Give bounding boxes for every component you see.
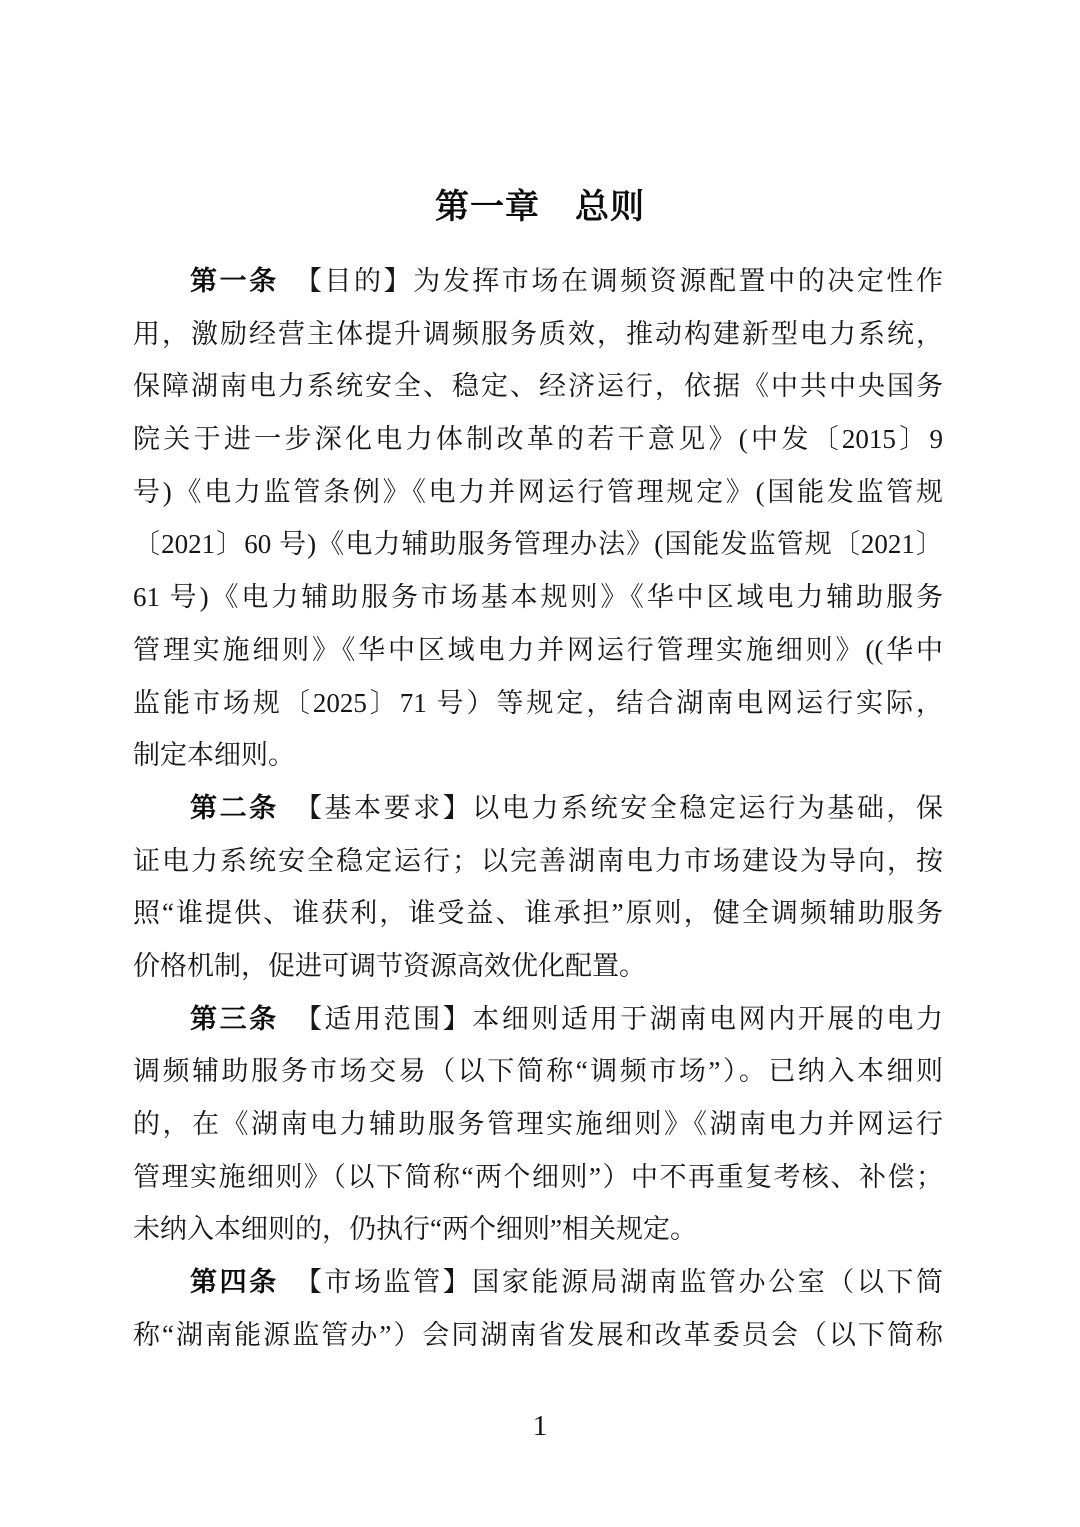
text-run: 的，在《湖南电力辅助服务管理实施细则》《湖南电力并网运行 <box>133 1109 943 1139</box>
chapter-title: 第一章 总则 <box>435 187 645 227</box>
text-run: 证电力系统安全稳定运行；以完善湖南电力市场建设为导向，按 <box>133 845 943 876</box>
text-run: 号)《电力监管条例》《电力并网运行管理规定》(国能发监管规 <box>133 476 943 507</box>
text-run: 未纳入本细则的，仍执行“两个细则”相关规定。 <box>133 1214 697 1245</box>
paragraph <box>133 782 943 993</box>
text-line <box>133 1151 943 1204</box>
text-run: 称“湖南能源监管办”）会同湖南省发展和改革委员会（以下简称 <box>133 1319 943 1350</box>
text-line <box>133 466 943 519</box>
text-run: 61 号)《电力辅助服务市场基本规则》《华中区域电力辅助服务 <box>133 582 943 613</box>
text-line <box>133 729 943 782</box>
article-label: 第一条 <box>190 266 279 297</box>
text-line <box>133 255 943 308</box>
text-line <box>133 1098 943 1151</box>
text-line <box>133 518 943 571</box>
text-line <box>133 1256 943 1309</box>
article-label: 第三条 <box>190 1003 279 1035</box>
document-body <box>133 255 943 1361</box>
article-label: 第四条 <box>190 1267 279 1299</box>
paragraph <box>133 993 943 1256</box>
text-line <box>133 308 943 361</box>
text-run: 监能市场规〔2025〕71 号）等规定，结合湖南电网运行实际， <box>133 687 943 718</box>
text-line <box>133 1045 943 1098</box>
article-label: 第二条 <box>190 792 279 824</box>
text-line <box>133 940 943 993</box>
text-run: 制定本细则。 <box>133 740 295 771</box>
text-line <box>133 993 943 1046</box>
text-line <box>133 624 943 677</box>
text-line <box>133 887 943 940</box>
text-line <box>133 571 943 624</box>
text-run: 保障湖南电力系统安全、稳定、经济运行，依据《中共中央国务 <box>133 371 943 402</box>
text-run: 价格机制，促进可调节资源高效优化配置。 <box>133 950 646 981</box>
text-run: 用，激励经营主体提升调频服务质效，推动构建新型电力系统， <box>133 318 943 349</box>
text-run: 管理实施细则》（以下简称“两个细则”）中不再重复考核、补偿； <box>133 1161 943 1192</box>
text-run: 院关于进一步深化电力体制改革的若干意见》(中发〔2015〕9 <box>133 424 943 455</box>
text-line <box>133 1203 943 1256</box>
text-line <box>133 360 943 413</box>
paragraph <box>133 255 943 782</box>
text-run: 【基本要求】以电力系统安全稳定运行为基础，保 <box>278 792 943 823</box>
text-line <box>133 835 943 888</box>
text-run: 【适用范围】本细则适用于湖南电网内开展的电力 <box>278 1003 943 1034</box>
text-run: 〔2021〕60 号)《电力辅助服务管理办法》(国能发监管规〔2021〕 <box>133 529 943 560</box>
paragraph <box>133 1256 943 1361</box>
text-run: 调频辅助服务市场交易（以下简称“调频市场”）。已纳入本细则 <box>133 1056 943 1087</box>
text-run: 管理实施细则》《华中区域电力并网运行管理实施细则》((华中 <box>133 634 943 665</box>
text-run: 【目的】为发挥市场在调频资源配置中的决定性作 <box>278 266 943 296</box>
text-line <box>133 1309 943 1362</box>
text-run: 照“谁提供、谁获利，谁受益、谁承担”原则，健全调频辅助服务 <box>133 898 943 929</box>
text-line <box>133 413 943 466</box>
page-number: 1 <box>532 1410 548 1442</box>
text-line <box>133 782 943 835</box>
text-line <box>133 677 943 730</box>
text-run: 【市场监管】国家能源局湖南监管办公室（以下简 <box>278 1267 943 1298</box>
